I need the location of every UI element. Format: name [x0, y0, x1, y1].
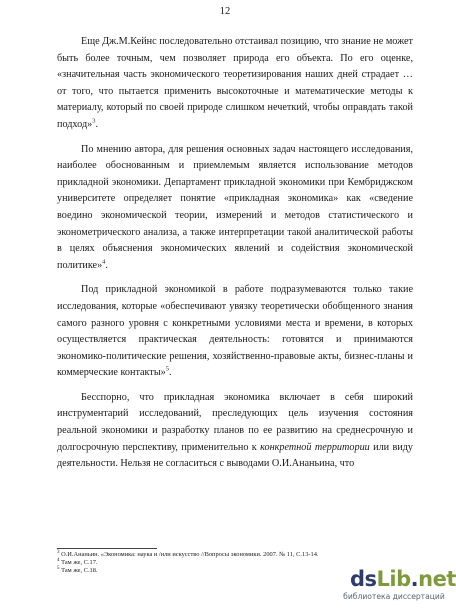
footnote-number: 4: [57, 558, 60, 564]
page-number: 12: [219, 6, 231, 17]
watermark-wordmark: dsLib.net: [350, 567, 456, 591]
text-run: Под прикладной экономикой в работе подразумеваются только такие исследования, которые «обеспечивают увязку теоретически обобщенного знания самого разного уровня с конкретными условиями места и времени, в которых осуществляется практическая деятельность: готовятся и принимаются экономико-политические решения, хозяйственно-правовые акты, бизнес-планы и коммерческие контакты»: [57, 284, 413, 379]
text-run: По мнению автора, для решения основных задач настоящего исследования, наиболее обоснованным и приемлемым является использование методов прикладной экономики. Департамент прикладной экономики при Кембриджском университете определяет понятие «прикладная экономика» как «сведение воедино экономической теории, измерений и методов статистического и эконометрического анализа, а также интерпретации такой аналитической работы в целях объяснения экономических явлений и содействия экономической политике»: [57, 143, 413, 271]
paragraph: [57, 390, 413, 473]
body-text: [57, 34, 413, 473]
paragraph: [57, 282, 413, 382]
footnote: [57, 559, 357, 567]
footnote-ref: 3: [92, 117, 96, 125]
footnotes: [57, 551, 357, 576]
paragraph: [57, 142, 413, 275]
footnote-number: 3: [57, 549, 60, 555]
footnote-ref: 4: [102, 258, 106, 266]
paragraph: [57, 34, 413, 134]
text-run: .: [105, 259, 108, 271]
footnote-divider: [57, 548, 157, 549]
footnote: [57, 551, 357, 559]
footnote: [57, 567, 357, 575]
text-run: Бесспорно, что прикладная экономика включает в себя широкий инструментарий исследований, преследующих цель изучения состояния реальной экономики и разработку планов по ее развитию на среднесрочную и долгосрочную перспективу, применительно к: [57, 391, 413, 453]
text-run: .: [169, 367, 172, 379]
emphasis-text: конкретной территории: [260, 441, 370, 453]
footnote-text: О.И.Ананьин. «Экономика: наука и /или искусство //Вопросы экономики. 2007. № 11, С.13-14.: [59, 551, 319, 558]
footnote-ref: 5: [165, 365, 170, 373]
text-run: или виду деятельности. Нельзя не согласиться с выводами О.И.Ананьина, что: [57, 441, 414, 470]
text-run: .: [95, 118, 99, 130]
footnote-text: Там же, С.18.: [59, 567, 98, 575]
footnote-text: Там же, С.17.: [59, 559, 98, 567]
footnote-number: 5: [57, 566, 60, 572]
dslib-watermark-logo: [342, 566, 456, 610]
text-run: Еще Дж.М.Кейнс последовательно отстаивал позицию, что знание не может быть более точным, чем позволяет природа его объекта. По его оценке, «значительная часть экономического теоретизирования наших дней страдает …от того, что пытается применить высокоточные и математические методы к материалу, который по своей природе слишком нечеткий, чтобы оправдать такой подход»: [57, 36, 413, 130]
watermark-subtitle: библиотека диссертаций: [343, 592, 445, 601]
